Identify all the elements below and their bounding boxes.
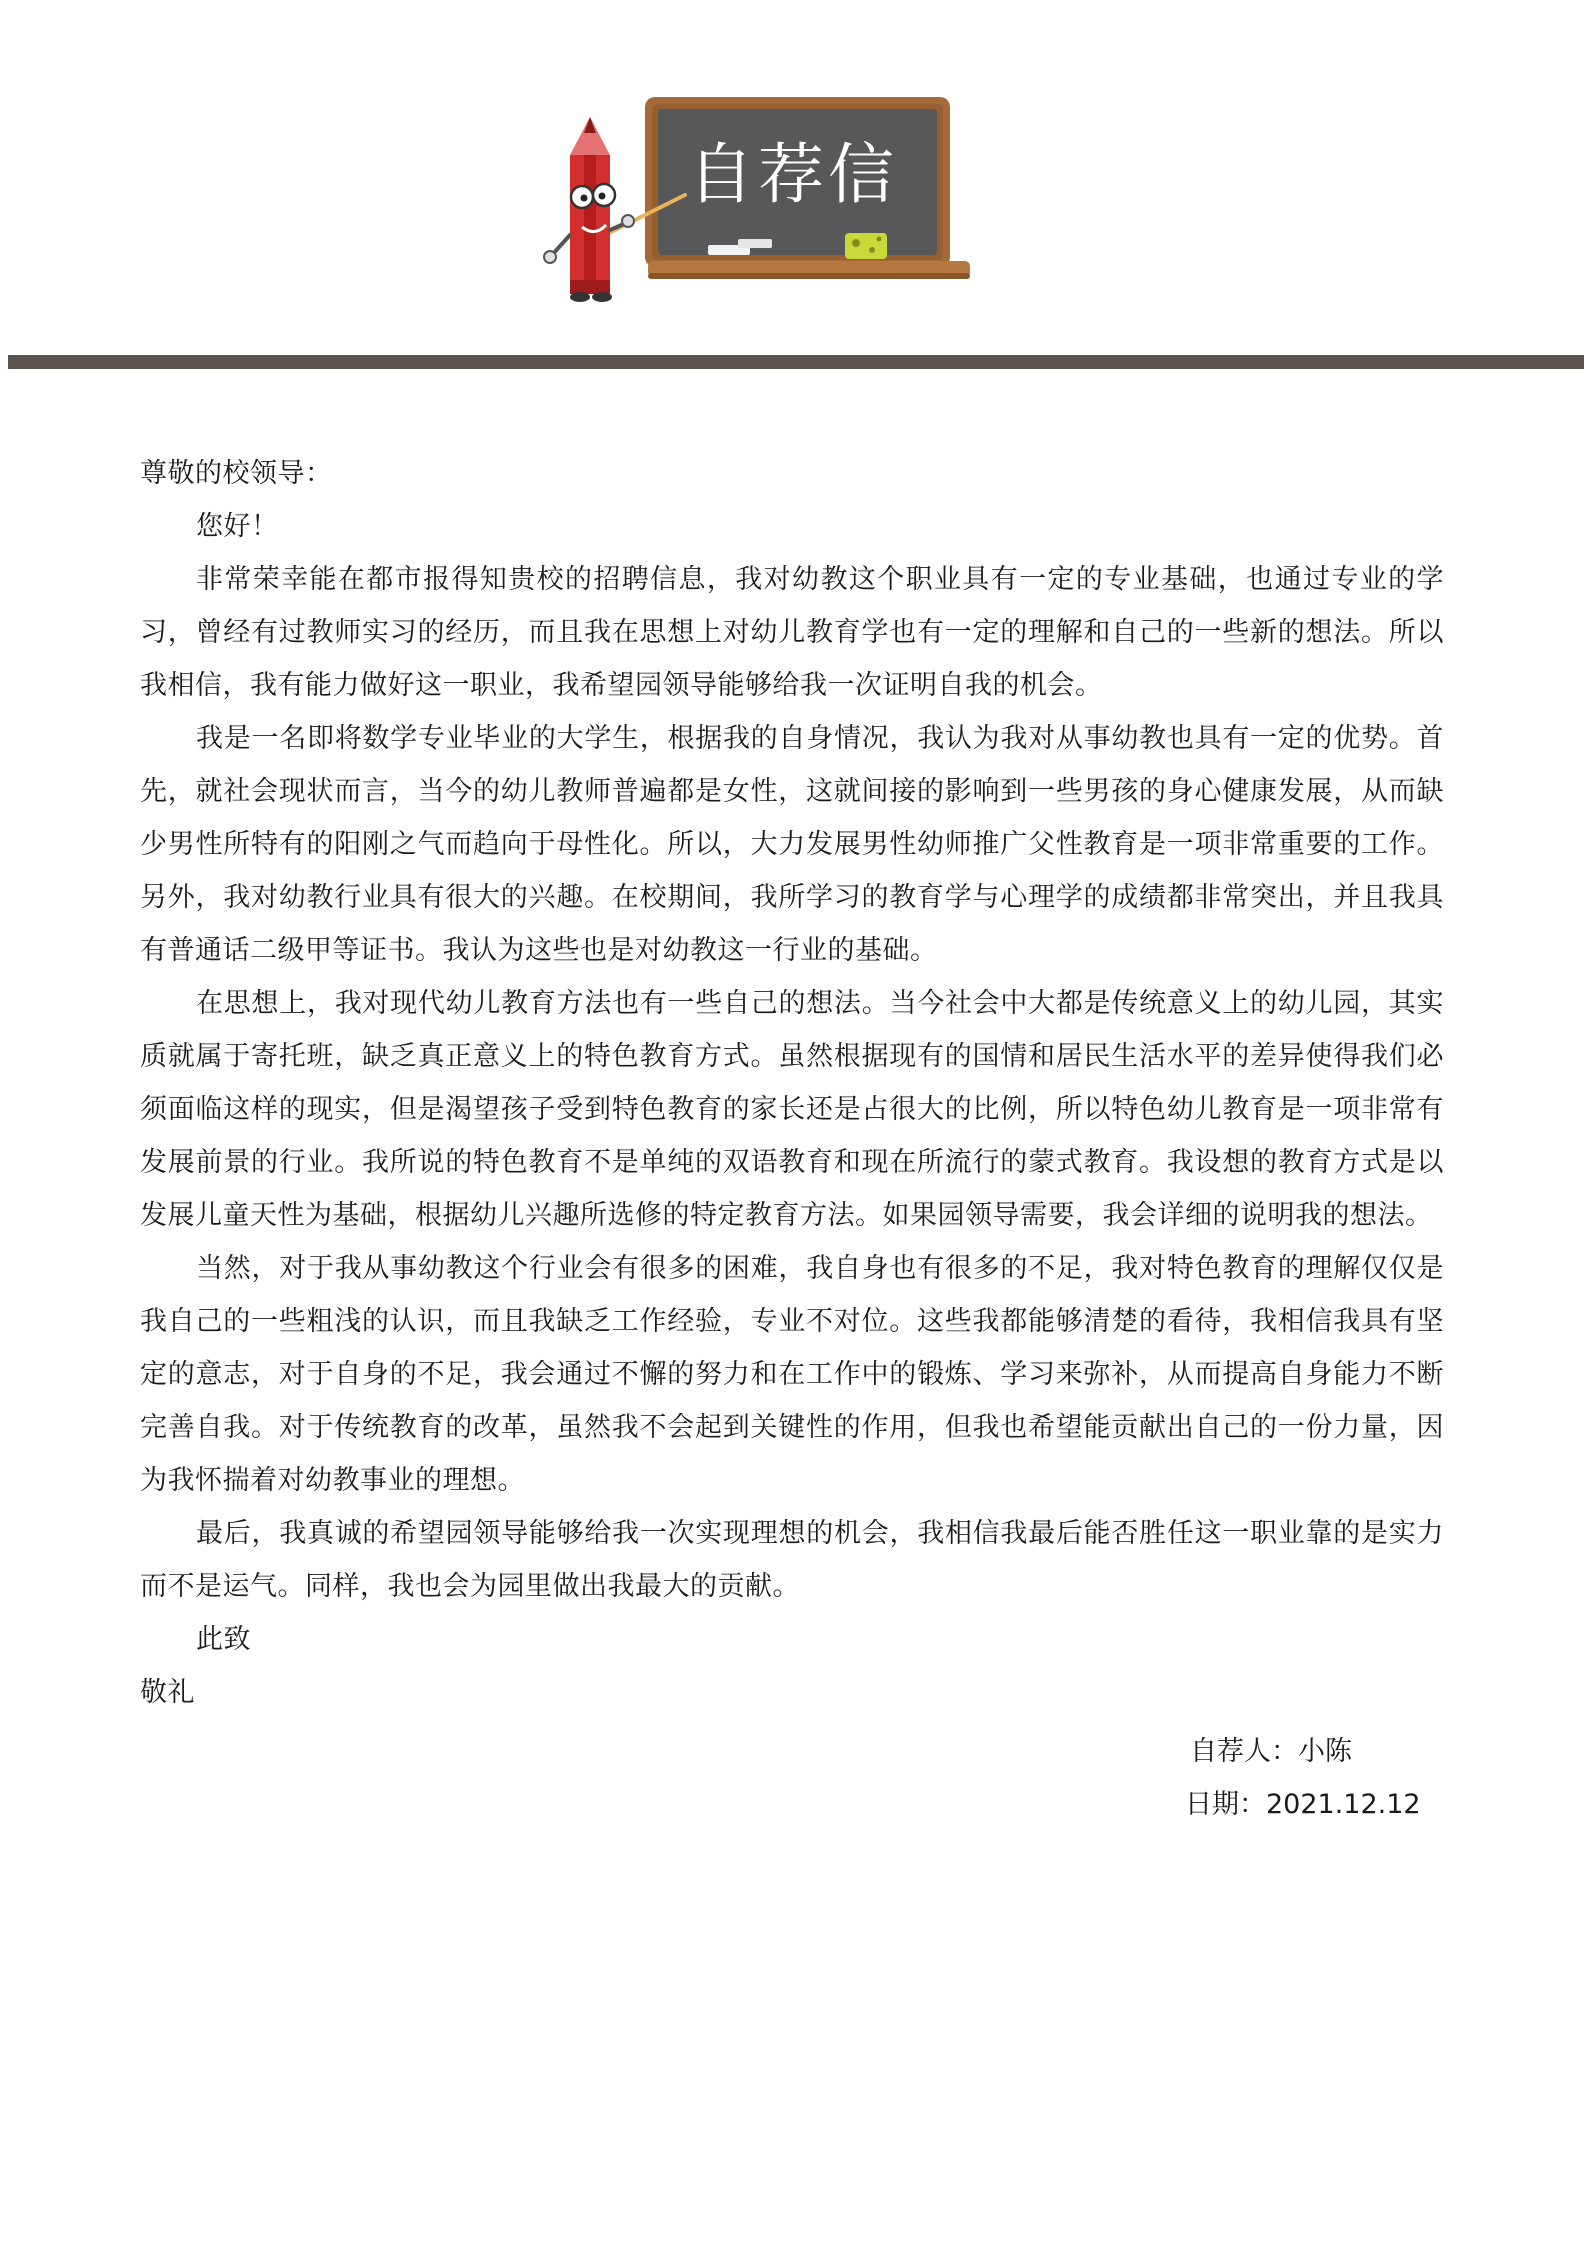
pencil-mascot-icon bbox=[544, 117, 634, 302]
letter-body bbox=[140, 447, 1444, 1719]
paragraph: 我是一名即将数学专业毕业的大学生，根据我的自身情况，我认为我对从事幼教也具有一定的优势。首先，就社会现状而言，当今的幼儿教师普遍都是女性，这就间接的影响到一些男孩的身心健康发展，从而缺少男性所特有的阳刚之气而趋向于母性化。所以，大力发展男性幼师推广父性教育是一项非常重要的工作。另外，我对幼教行业具有很大的兴趣。在校期间，我所学习的教育学与心理学的成绩都非常突出，并且我具有普通话二级甲等证书。我认为这些也是对幼教这一行业的基础。 bbox=[140, 723, 1444, 966]
paragraph: 最后，我真诚的希望园领导能够给我一次实现理想的机会，我相信我最后能否胜任这一职业靠的是实力而不是运气。同样，我也会为园里做出我最大的贡献。 bbox=[140, 1518, 1444, 1602]
closing-line-1: 此致 bbox=[196, 1624, 251, 1655]
title-illustration bbox=[540, 85, 980, 315]
signature-block bbox=[1185, 1725, 1421, 1831]
sponge-icon bbox=[845, 233, 887, 259]
salutation: 尊敬的校领导： bbox=[140, 458, 333, 489]
header bbox=[0, 0, 1587, 380]
paragraph: 当然，对于我从事幼教这个行业会有很多的困难，我自身也有很多的不足，我对特色教育的理解仅仅是我自己的一些粗浅的认识，而且我缺乏工作经验，专业不对位。这些我都能够清楚的看待，我相信我具有坚定的意志，对于自身的不足，我会通过不懈的努力和在工作中的锻炼、学习来弥补，从而提高自身能力不断完善自我。对于传统教育的改革，虽然我不会起到关键性的作用，但我也希望能贡献出自己的一份力量，因为我怀揣着对幼教事业的理想。 bbox=[140, 1253, 1444, 1496]
greeting: 您好！ bbox=[196, 511, 279, 542]
paragraph: 在思想上，我对现代幼儿教育方法也有一些自己的想法。当今社会中大都是传统意义上的幼儿园，其实质就属于寄托班，缺乏真正意义上的特色教育方式。虽然根据现有的国情和居民生活水平的差异使得我们必须面临这样的现实，但是渴望孩子受到特色教育的家长还是占很大的比例，所以特色幼儿教育是一项非常有发展前景的行业。我所说的特色教育不是单纯的双语教育和现在所流行的蒙式教育。我设想的教育方式是以发展儿童天性为基础，根据幼儿兴趣所选修的特定教育方法。如果园领导需要，我会详细的说明我的想法。 bbox=[140, 988, 1444, 1231]
closing-line-2: 敬礼 bbox=[140, 1677, 195, 1708]
page-title: 自荐信 bbox=[688, 136, 898, 213]
header-divider bbox=[8, 355, 1584, 369]
signature-date: 日期：2021.12.12 bbox=[1185, 1789, 1421, 1820]
signer-name: 自荐人：小陈 bbox=[1190, 1736, 1352, 1767]
paragraph: 非常荣幸能在都市报得知贵校的招聘信息，我对幼教这个职业具有一定的专业基础，也通过专业的学习，曾经有过教师实习的经历，而且我在思想上对幼儿教育学也有一定的理解和自己的一些新的想法。所以我相信，我有能力做好这一职业，我希望园领导能够给我一次证明自我的机会。 bbox=[140, 564, 1444, 701]
